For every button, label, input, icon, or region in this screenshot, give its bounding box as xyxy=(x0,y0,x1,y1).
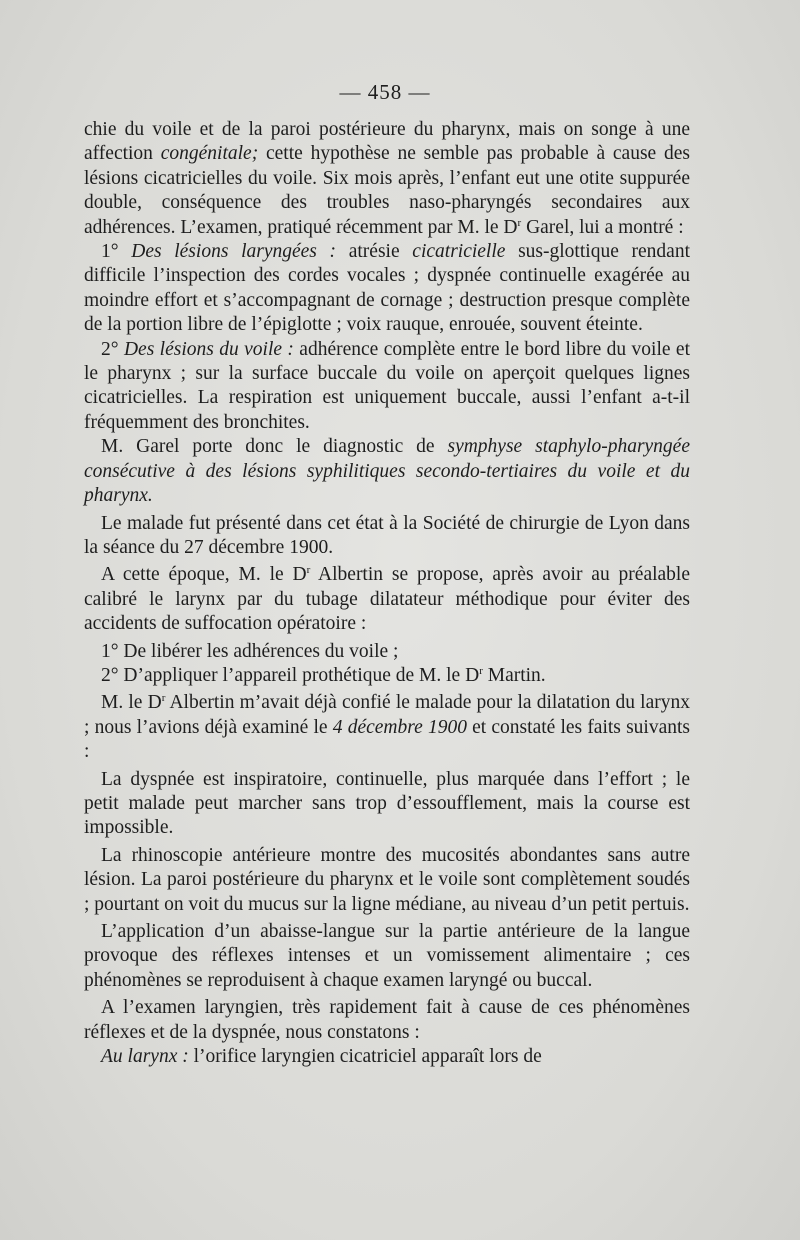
superscript-text: r xyxy=(306,564,311,577)
italic-text: cicatricielle xyxy=(412,241,506,263)
text-run: Garel, lui a montré : xyxy=(521,216,684,238)
paragraph xyxy=(84,844,690,917)
text-run: Martin. xyxy=(482,664,546,686)
italic-text: Au larynx : xyxy=(101,1046,189,1068)
paragraph xyxy=(84,691,690,764)
paragraph xyxy=(84,996,690,1045)
text-run: 2° xyxy=(101,338,124,360)
italic-text: congénitale; xyxy=(160,143,259,165)
text-run: La dyspnée est inspiratoire, continuelle, plus marquée dans l’effort ; le petit malade peut marcher sans trop d’essoufflement, mais la course est impossible. xyxy=(84,768,690,839)
paragraph xyxy=(84,512,690,561)
text-run: 1° xyxy=(101,241,132,263)
paragraph xyxy=(84,435,690,508)
paragraph xyxy=(84,240,690,338)
superscript-text: r xyxy=(517,216,522,229)
text-run: M. le D xyxy=(101,692,162,714)
italic-text: Des lésions laryngées : xyxy=(131,241,337,263)
italic-text: symphyse staphylo-pharyngée consécutive à des lésions syphilitiques secondo-tertiaires du voile et du pharynx. xyxy=(84,436,690,507)
paragraph xyxy=(84,118,690,240)
text-run: adhérence complète entre le bord libre du voile et le pharynx ; sur la surface buccale du voile on aperçoit quelques lignes cicatricielles. La respiration est uniquement buccale, aussi l’enfant a-t-il fréquemment des bronchites. xyxy=(84,338,690,433)
superscript-text: r xyxy=(479,664,483,677)
text-run: chie du voile et de la paroi postérieure du pharynx, mais on songe à une affection xyxy=(84,119,690,165)
text-run: et constaté les faits suivants : xyxy=(84,716,690,763)
italic-text: 4 décembre 1900 xyxy=(332,716,467,738)
text-run: Albertin se propose, après avoir au préalable calibré le larynx par du tubage dilatateur méthodique pour éviter des accidents de suffocation opératoire : xyxy=(84,564,690,635)
text-run: Le malade fut présenté dans cet état à la Société de chirurgie de Lyon dans la séance du 27 décembre 1900. xyxy=(84,512,690,558)
paragraph xyxy=(84,563,690,636)
italic-text: Des lésions du voile : xyxy=(123,338,294,360)
paragraph xyxy=(84,664,690,688)
text-run: Albertin m’avait déjà confié le malade pour la dilatation du larynx ; nous l’avions déjà examiné le xyxy=(84,692,690,738)
text-run: La rhinoscopie antérieure montre des mucosités abondantes sans autre lésion. La paroi postérieure du pharynx et le voile sont complètement soudés ; pourtant on voit du mucus sur la ligne médiane, au niveau d’un petit pertuis. xyxy=(84,844,690,915)
text-run: sus-glottique rendant difficile l’inspection des cordes vocales ; dyspnée continuelle exagérée au moindre effort et s’accompagnant de cornage ; destruction presque complète de la portion libre de l’épiglotte ; voix rauque, enrouée, souvent éteinte. xyxy=(84,241,690,336)
text-run: cette hypothèse ne semble pas probable à cause des lésions cicatricielles du voile. Six mois après, l’enfant eut une otite suppurée double, conséquence des troubles naso-pharyngés secondaires aux adhérences. L’examen, pratiqué récemment par M. le D xyxy=(84,143,690,238)
paragraph xyxy=(84,768,690,841)
text-run: 1° De libérer les adhérences du voile ; xyxy=(101,640,399,662)
text-run: A cette époque, M. le D xyxy=(101,564,307,586)
text-run: L’application d’un abaisse-langue sur la partie antérieure de la langue provoque des réflexes intenses et un vomissement alimentaire ; ces phénomènes se reproduisent à chaque examen laryngé ou buccal. xyxy=(84,921,690,991)
page-number: — 458 — xyxy=(339,80,431,104)
text-run: l’orifice laryngien cicatriciel apparaît lors de xyxy=(188,1046,542,1068)
text-run: M. Garel porte donc le diagnostic de xyxy=(101,436,448,458)
paragraph xyxy=(84,920,690,993)
text-run: atrésie xyxy=(336,241,413,263)
paragraph xyxy=(84,640,690,664)
text-run: 2° D’appliquer l’appareil prothétique de M. le D xyxy=(101,664,480,686)
superscript-text: r xyxy=(161,692,166,705)
paragraph xyxy=(84,1045,690,1069)
text-run: A l’examen laryngien, très rapidement fait à cause de ces phénomènes réflexes et de la dyspnée, nous constatons : xyxy=(84,997,690,1043)
body-text xyxy=(84,118,690,1069)
paragraph xyxy=(84,338,690,436)
